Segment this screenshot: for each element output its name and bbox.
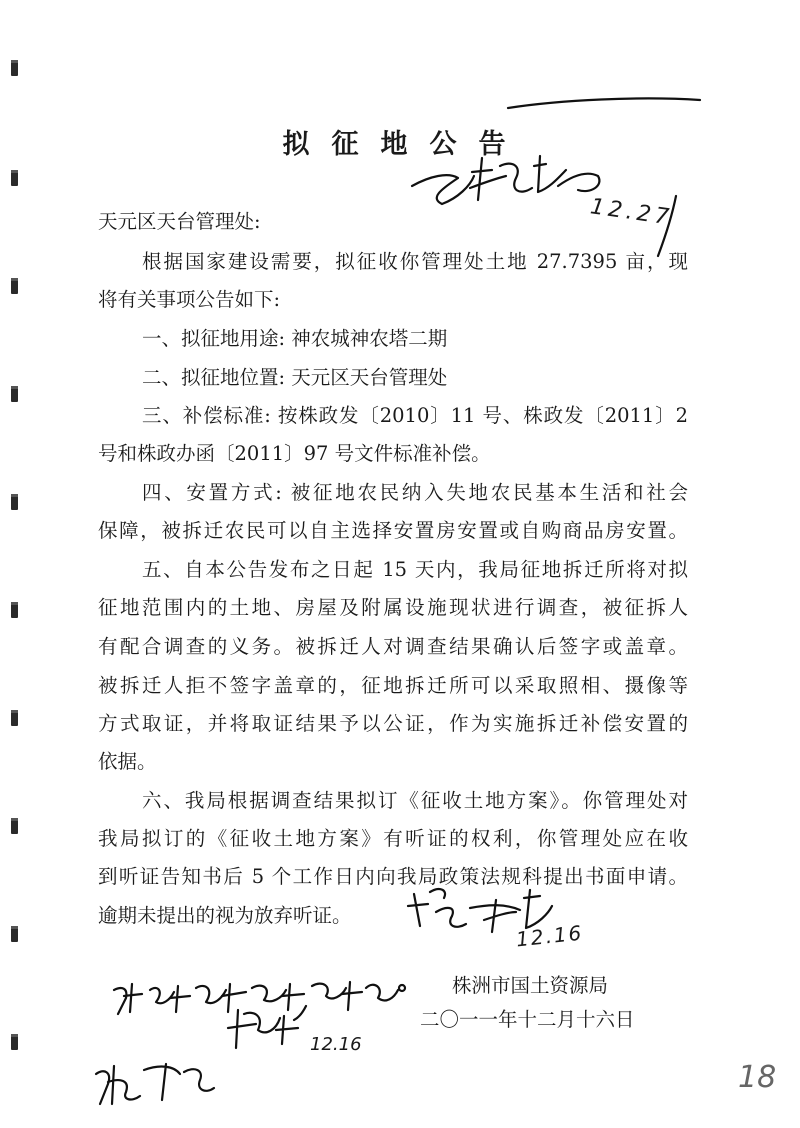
page-title: 拟征地公告 [282, 129, 528, 160]
binder-mark [11, 926, 18, 942]
binder-mark [11, 710, 18, 726]
binder-mark [11, 1034, 18, 1050]
paragraph-line: 六、我局根据调查结果拟订《征收土地方案》。你管理处对 [142, 789, 688, 812]
page-number: 18 [738, 1060, 777, 1095]
issue-date: 二〇一一年十二月十六日 [420, 1008, 635, 1031]
issuer-name: 株洲市国土资源局 [452, 974, 609, 997]
paragraph-line: 一、拟征地用途: 神农城神农塔二期 [142, 327, 448, 350]
middle-signature-date: 12.16 [514, 920, 585, 952]
paragraph-line: 将有关事项公告如下: [98, 288, 281, 311]
paragraph-line: 征地范围内的土地、房屋及附属设施现状进行调查，被征拆人 [98, 596, 688, 619]
binder-mark [11, 386, 18, 402]
recipient: 天元区天台管理处: [98, 210, 261, 233]
top-signature-date: 12.27 [588, 194, 675, 231]
paragraph-line: 被拆迁人拒不签字盖章的，征地拆迁所可以采取照相、摄像等 [98, 674, 688, 697]
binder-mark [11, 170, 18, 186]
paragraph-line: 逾期未提出的视为放弃听证。 [98, 904, 352, 927]
paragraph-line: 四、安置方式: 被征地农民纳入失地农民基本生活和社会 [142, 481, 688, 504]
bottom-note-date: 12.16 [310, 1034, 362, 1055]
paragraph-line: 号和株政办函〔2011〕97 号文件标准补偿。 [98, 442, 491, 465]
paragraph-line: 二、拟征地位置: 天元区天台管理处 [142, 366, 448, 389]
binder-mark [11, 278, 18, 294]
paragraph-line: 我局拟订的《征收土地方案》有听证的权利，你管理处应在收 [98, 827, 688, 850]
binder-mark [11, 60, 18, 76]
binder-mark [11, 494, 18, 510]
paragraph-line: 有配合调查的义务。被拆迁人对调查结果确认后签字或盖章。 [98, 635, 688, 658]
paragraph-line: 保障，被拆迁农民可以自主选择安置房安置或自购商品房安置。 [98, 519, 688, 542]
paragraph-line: 根据国家建设需要，拟征收你管理处土地 27.7395 亩，现 [142, 250, 688, 273]
paragraph-line: 五、自本公告发布之日起 15 天内，我局征地拆迁所将对拟 [142, 558, 688, 581]
binder-mark [11, 818, 18, 834]
paragraph-line: 方式取证，并将取证结果予以公证，作为实施拆迁补偿安置的 [98, 712, 688, 735]
paragraph-line: 依据。 [98, 750, 157, 773]
binder-mark [11, 602, 18, 618]
paragraph-line: 三、补偿标准: 按株政发〔2010〕11 号、株政发〔2011〕2 [142, 404, 688, 427]
paragraph-line: 到听证告知书后 5 个工作日内向我局政策法规科提出书面申请。 [98, 865, 688, 888]
